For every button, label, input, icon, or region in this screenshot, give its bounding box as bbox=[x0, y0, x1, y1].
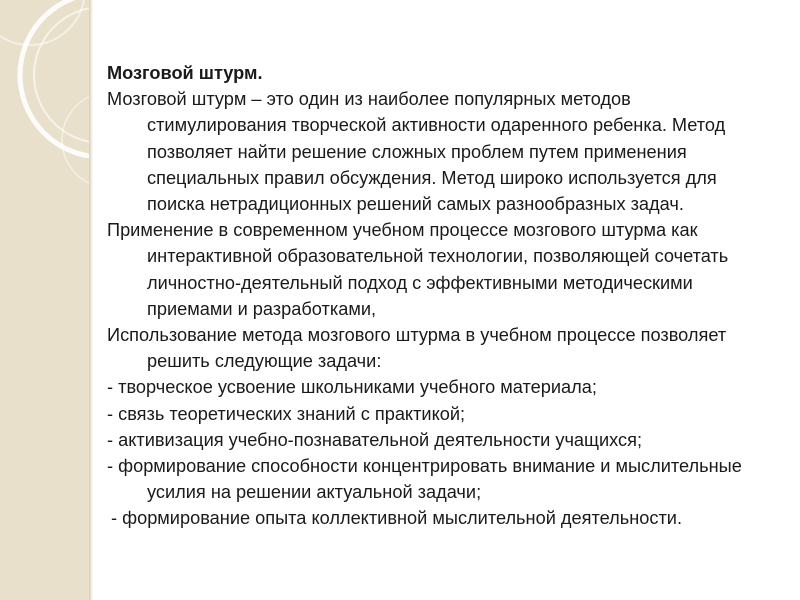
decorative-rings bbox=[0, 0, 89, 600]
paragraph-application: Применение в современном учебном процессе мозгового штурма как интерактивной образовательной технологии, позволяющей сочетать личностно-деятельный подход с эффективными методическими приемами и разработками, bbox=[107, 220, 729, 319]
list-item: - формирование способности концентрировать внимание и мыслительные усилия на решении актуальной задачи; bbox=[107, 456, 742, 503]
list-item: - формирование опыта коллективной мыслительной деятельности. bbox=[111, 508, 683, 529]
list-item: - творческое усвоение школьниками учебного материала; bbox=[107, 377, 597, 398]
panel-edge bbox=[89, 0, 93, 600]
slide-body bbox=[107, 60, 775, 532]
paragraph-definition: Мозговой штурм – это один из наиболее популярных методов стимулирования творческой активности одаренного ребенка. Метод позволяет найти решение сложных проблем путем применения специальных правил обсуждения. Метод широко используется для поиска нетрадиционных решений самых разнообразных задач. bbox=[107, 89, 726, 215]
list-item: - связь теоретических знаний с практикой; bbox=[107, 403, 466, 424]
slide-title: Мозговой штурм. bbox=[107, 63, 263, 83]
paragraph-tasks-intro: Использование метода мозгового штурма в учебном процессе позволяет решить следующие задачи: bbox=[107, 325, 727, 372]
list-item: - активизация учебно-познавательной деятельности учащихся; bbox=[107, 429, 643, 450]
decorative-side-panel bbox=[0, 0, 89, 600]
